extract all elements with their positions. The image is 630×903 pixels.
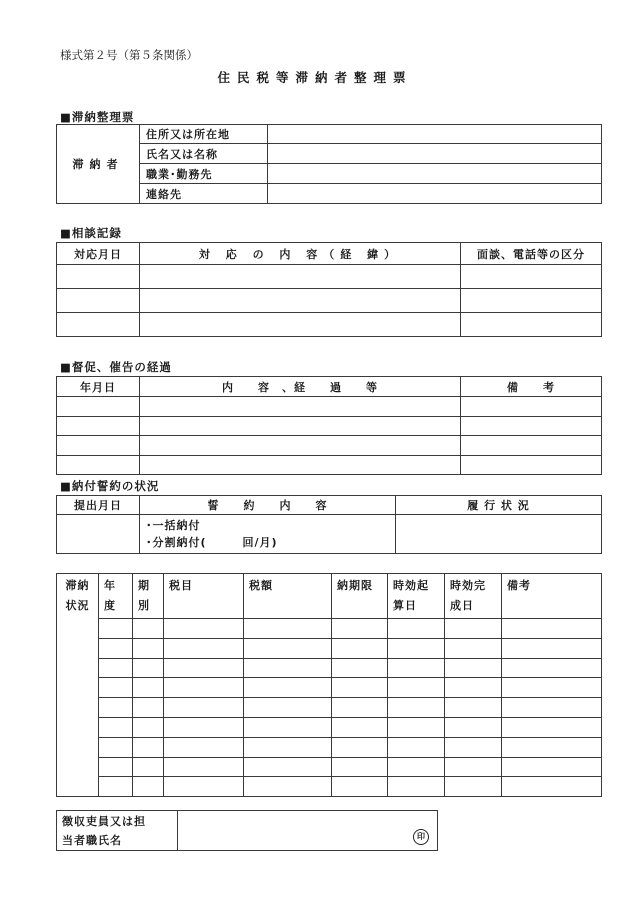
cell[interactable] [164,658,244,678]
cell[interactable] [133,717,164,737]
cell[interactable] [388,678,445,698]
cell[interactable] [244,658,332,678]
option-installment[interactable]: ･分割納付( 回/月) [146,536,278,549]
cell[interactable] [332,737,388,757]
label-line: 当者職氏名 [62,833,122,847]
cell[interactable] [57,397,140,417]
section-heading-pledge: ■納付誓約の状況 [60,479,160,493]
delinquency-status-table [56,573,602,797]
submit-date-cell[interactable] [57,515,140,554]
cell[interactable] [332,658,388,678]
header-pledge-content: 誓 約 内 容 [140,496,396,515]
cell[interactable] [445,717,502,737]
table-row [57,455,602,475]
debtor-group-label: 滞納者 [57,125,140,204]
cell[interactable] [388,698,445,718]
cell[interactable] [461,397,602,417]
cell[interactable] [164,757,244,777]
cell[interactable] [502,717,602,737]
table-row [57,678,602,698]
collector-label [57,811,178,851]
cell[interactable] [99,777,133,797]
cell[interactable] [140,313,461,337]
pledge-table [56,495,602,554]
option-lump-sum[interactable]: ･一括納付 [146,519,201,532]
table-row [57,737,602,757]
table-row [57,397,602,417]
header-content: 対 応 の 内 容（経 緯） [140,243,461,265]
cell[interactable] [164,717,244,737]
name-label: 氏名又は名称 [140,144,268,164]
cell[interactable] [461,436,602,456]
cell[interactable] [99,717,133,737]
cell[interactable] [99,678,133,698]
debtor-info-table [56,124,602,204]
cell[interactable] [445,737,502,757]
fulfillment-cell[interactable] [396,515,602,554]
cell[interactable] [502,737,602,757]
table-row [57,436,602,456]
cell[interactable] [164,698,244,718]
table-row [57,777,602,797]
header-date: 年月日 [57,377,140,397]
cell[interactable] [445,777,502,797]
cell[interactable] [445,658,502,678]
cell[interactable] [57,436,140,456]
header-fiscal-year: 年 度 [99,574,133,619]
cell[interactable] [502,658,602,678]
cell[interactable] [140,397,461,417]
cell[interactable] [244,619,332,639]
cell[interactable] [332,678,388,698]
cell[interactable] [164,638,244,658]
cell[interactable] [57,313,140,337]
cell[interactable] [461,455,602,475]
header-due-date: 納期限 [332,574,388,619]
cell[interactable] [244,698,332,718]
page-title: 住民税等滞納者整理票 [217,70,413,85]
label-line: 徴収吏員又は担 [62,814,146,828]
cell[interactable] [388,737,445,757]
occupation-label: 職業･勤務先 [140,164,268,184]
cell[interactable] [445,619,502,639]
label-line: 滞納 [65,579,90,592]
cell[interactable] [461,289,602,313]
cell[interactable] [502,777,602,797]
cell[interactable] [244,717,332,737]
table-row [57,313,602,337]
cell[interactable] [244,757,332,777]
table-row [57,638,602,658]
cell[interactable] [244,638,332,658]
cell[interactable] [244,777,332,797]
cell[interactable] [388,757,445,777]
cell[interactable] [57,265,140,289]
cell[interactable] [57,455,140,475]
cell[interactable] [332,619,388,639]
cell[interactable] [332,698,388,718]
cell[interactable] [445,678,502,698]
cell[interactable] [133,757,164,777]
cell[interactable] [99,757,133,777]
cell[interactable] [332,717,388,737]
header-remarks: 備考 [502,574,602,619]
cell[interactable] [99,619,133,639]
cell[interactable] [445,638,502,658]
cell[interactable] [99,698,133,718]
occupation-field[interactable] [268,164,602,184]
table-row [57,416,602,436]
pledge-options-cell [140,515,396,554]
cell[interactable] [502,638,602,658]
label-line: 状況 [65,599,90,612]
table-row [57,289,602,313]
header-prescription-complete: 時効完 成日 [445,574,502,619]
cell[interactable] [445,757,502,777]
contact-field[interactable] [268,184,602,204]
cell[interactable] [133,619,164,639]
header-period: 期 別 [133,574,164,619]
cell[interactable] [461,313,602,337]
cell[interactable] [244,737,332,757]
cell[interactable] [140,265,461,289]
table-row [57,265,602,289]
table-row [57,698,602,718]
cell[interactable] [133,777,164,797]
contact-label: 連絡先 [140,184,268,204]
cell[interactable] [388,638,445,658]
table-row [57,658,602,678]
cell[interactable] [133,737,164,757]
table-row [57,757,602,777]
address-label: 住所又は所在地 [140,125,268,144]
header-submit-date: 提出月日 [57,496,140,515]
cell[interactable] [140,436,461,456]
cell[interactable] [502,678,602,698]
cell[interactable] [99,638,133,658]
name-field[interactable] [268,144,602,164]
table-row [57,717,602,737]
cell[interactable] [140,416,461,436]
cell[interactable] [133,658,164,678]
cell[interactable] [164,619,244,639]
section-heading-consultation: ■相談記録 [60,226,122,240]
cell[interactable] [133,638,164,658]
cell[interactable] [140,289,461,313]
cell[interactable] [140,455,461,475]
reminders-table [56,376,602,475]
table-row [57,515,602,554]
cell[interactable] [164,678,244,698]
section-heading-taino-seiri: ■滞納整理票 [60,110,135,124]
collector-name-field[interactable] [178,811,438,851]
header-tax-item: 税目 [164,574,244,619]
table-row [57,619,602,639]
seal-icon: 印 [413,829,429,845]
cell[interactable] [388,777,445,797]
header-remarks: 備 考 [461,377,602,397]
collector-signature-table [56,810,438,851]
cell[interactable] [502,698,602,718]
consultation-table [56,242,602,337]
cell[interactable] [388,658,445,678]
cell[interactable] [133,698,164,718]
cell[interactable] [461,265,602,289]
cell[interactable] [57,416,140,436]
cell[interactable] [244,678,332,698]
cell[interactable] [461,416,602,436]
cell[interactable] [332,638,388,658]
form-number: 様式第２号（第５条関係） [60,48,198,62]
cell[interactable] [445,698,502,718]
cell[interactable] [164,737,244,757]
address-field[interactable] [268,125,602,144]
cell[interactable] [99,658,133,678]
cell[interactable] [57,289,140,313]
cell[interactable] [502,757,602,777]
cell[interactable] [388,717,445,737]
header-tax-amount: 税額 [244,574,332,619]
header-prescription-start: 時効起 算日 [388,574,445,619]
cell[interactable] [99,737,133,757]
cell[interactable] [164,777,244,797]
section-heading-reminders: ■督促、催告の経過 [60,360,172,374]
header-date: 対応月日 [57,243,140,265]
cell[interactable] [133,678,164,698]
header-fulfillment: 履 行 状 況 [396,496,602,515]
header-type: 面談、電話等の区分 [461,243,602,265]
cell[interactable] [502,619,602,639]
cell[interactable] [332,777,388,797]
cell[interactable] [332,757,388,777]
delinquency-status-label [57,574,99,797]
header-content: 内 容 、経 過 等 [140,377,461,397]
cell[interactable] [388,619,445,639]
